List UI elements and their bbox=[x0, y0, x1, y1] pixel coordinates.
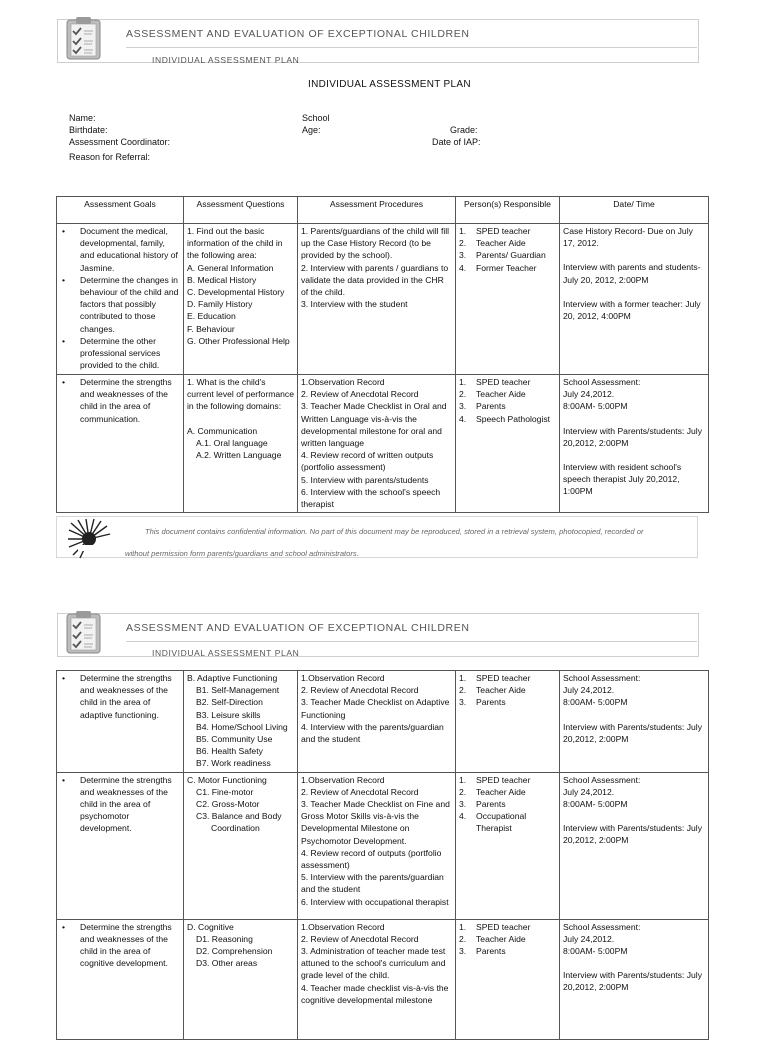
date-line: July 24,2012. bbox=[563, 685, 615, 696]
person-item: 3. Parents/ Guardian bbox=[459, 250, 546, 261]
table-row bbox=[57, 772, 709, 919]
procedures-cell bbox=[298, 919, 456, 1039]
goal-item: • Determine the strengths and weaknesses of the child in the area of psychomotor development. bbox=[60, 774, 180, 835]
date-line: Interview with Parents/students: July 20,2012, 2:00PM bbox=[563, 823, 702, 846]
info-birthdate-label: Birthdate: bbox=[69, 125, 108, 135]
person-item: 1. SPED teacher bbox=[459, 673, 531, 683]
date-line: 8:00AM- 5:00PM bbox=[563, 401, 628, 412]
question-line: A.2. Written Language bbox=[196, 450, 282, 461]
col-header-procedures: Assessment Procedures bbox=[298, 197, 456, 224]
question-line: G. Other Professional Help bbox=[187, 335, 290, 346]
procedure-line: 4. Review record of written outputs (portfolio assessment) bbox=[301, 450, 434, 473]
person-item: 1. SPED teacher bbox=[459, 226, 531, 236]
question-line: D3. Other areas bbox=[196, 958, 258, 969]
goal-item: • Determine the changes in behaviour of the child and factors that possibly contributed to those changes. bbox=[60, 274, 180, 335]
date-line: Interview with resident school's speech therapist July 20,2012, 1:00PM bbox=[563, 462, 682, 497]
question-line: B2. Self-Direction bbox=[196, 697, 263, 708]
col-header-goals: Assessment Goals bbox=[57, 197, 184, 224]
person-item: 3. Parents bbox=[459, 401, 506, 412]
question-line: F. Behaviour bbox=[187, 323, 235, 334]
col-header-persons: Person(s) Responsible bbox=[456, 197, 560, 224]
question-line: D2. Comprehension bbox=[196, 946, 273, 957]
person-item: 1. SPED teacher bbox=[459, 377, 531, 387]
procedure-line: 1. Parents/guardians of the child will fill up the Case History Record (to be provided by the school). bbox=[301, 226, 450, 261]
questions-cell bbox=[184, 772, 298, 919]
table-header-row bbox=[57, 197, 709, 224]
question-line: C2. Gross-Motor bbox=[196, 799, 260, 810]
goal-item: • Determine the strengths and weaknesses of the child in the area of adaptive functioning. bbox=[60, 672, 180, 721]
date-line: July 24,2012. bbox=[563, 786, 615, 797]
question-line: C3. Balance and Body bbox=[196, 811, 282, 822]
date-line: School Assessment: bbox=[563, 673, 641, 683]
date-line: School Assessment: bbox=[563, 377, 641, 387]
person-item: 2. Teacher Aide bbox=[459, 389, 526, 400]
question-line: B7. Work readiness bbox=[196, 758, 271, 769]
question-line: C. Motor Functioning bbox=[187, 774, 267, 785]
person-item: 1. SPED teacher bbox=[459, 774, 531, 785]
clipboard-checklist-icon bbox=[64, 15, 104, 61]
question-line: B5. Community Use bbox=[196, 734, 273, 745]
confidential-notice-line1: This document contains confidential information. No part of this document may be reproduced, stored in a retrieval system, photocopied, recorded or bbox=[145, 527, 644, 536]
date-line: 8:00AM- 5:00PM bbox=[563, 946, 628, 957]
person-item: 3. Parents bbox=[459, 946, 506, 957]
person-item: 2. Teacher Aide bbox=[459, 933, 526, 944]
assessment-plan-table-continued bbox=[56, 670, 709, 1040]
question-line: A. Communication bbox=[187, 425, 258, 436]
procedure-line: 4. Interview with the parents/guardian and the student bbox=[301, 721, 444, 745]
confidential-notice-line2: without permission form parents/guardians and school administrators. bbox=[125, 549, 359, 558]
questions-cell bbox=[184, 919, 298, 1039]
procedures-cell bbox=[298, 375, 456, 513]
procedures-cell bbox=[298, 671, 456, 773]
question-line: 1. Find out the basic information of the child in the following area: bbox=[187, 226, 283, 261]
questions-cell bbox=[184, 375, 298, 513]
procedure-line: 1.Observation Record bbox=[301, 774, 385, 785]
procedure-line: 5. Interview with parents/students bbox=[301, 474, 429, 485]
person-item: 4. Former Teacher bbox=[459, 262, 537, 273]
person-item: 2. Teacher Aide bbox=[459, 238, 526, 249]
info-date-of-iap-label: Date of IAP: bbox=[432, 137, 481, 147]
date-time-cell bbox=[560, 375, 709, 513]
procedure-line: 5. Interview with the parents/guardian and the student bbox=[301, 872, 444, 895]
date-time-cell bbox=[560, 671, 709, 773]
date-line: Interview with Parents/students: July 20,2012, 2:00PM bbox=[563, 721, 702, 744]
assessment-plan-table bbox=[56, 196, 709, 513]
persons-cell bbox=[456, 375, 560, 513]
header-title: ASSESSMENT AND EVALUATION OF EXCEPTIONAL CHILDREN bbox=[126, 622, 470, 634]
procedure-line: 1.Observation Record bbox=[301, 673, 385, 683]
procedure-line: 2. Review of Anecdotal Record bbox=[301, 933, 419, 944]
persons-cell bbox=[456, 772, 560, 919]
questions-cell bbox=[184, 224, 298, 375]
date-line: Interview with parents and students- July 20, 2012, 2:00PM bbox=[563, 262, 701, 285]
persons-cell bbox=[456, 671, 560, 773]
question-line: B3. Leisure skills bbox=[196, 709, 261, 720]
procedure-line: 2. Interview with parents / guardians to validate the data provided in the CHR of the child. bbox=[301, 262, 449, 298]
person-item: 3. Parents bbox=[459, 697, 506, 708]
sunburst-logo-icon bbox=[66, 517, 112, 559]
question-line: B1. Self-Management bbox=[196, 685, 280, 696]
table-row bbox=[57, 375, 709, 513]
procedure-line: 1.Observation Record bbox=[301, 921, 385, 932]
goals-cell bbox=[57, 772, 184, 919]
header-subtitle: INDIVIDUAL ASSESSMENT PLAN bbox=[152, 648, 300, 658]
table-row bbox=[57, 671, 709, 773]
question-line: Coordination bbox=[211, 823, 260, 834]
document-title: INDIVIDUAL ASSESSMENT PLAN bbox=[308, 79, 471, 90]
date-line: Case History Record- Due on July 17, 2012. bbox=[563, 226, 693, 249]
procedure-line: 2. Review of Anecdotal Record bbox=[301, 786, 419, 797]
questions-cell bbox=[184, 671, 298, 773]
date-line: 8:00AM- 5:00PM bbox=[563, 799, 628, 810]
date-line: Interview with Parents/students: July 20,2012, 2:00PM bbox=[563, 970, 702, 993]
header-divider bbox=[126, 641, 697, 642]
date-time-cell bbox=[560, 919, 709, 1039]
date-line: Interview with Parents/students: July 20,2012, 2:00PM bbox=[563, 425, 702, 448]
question-line: E. Education bbox=[187, 311, 236, 322]
table-row bbox=[57, 224, 709, 375]
date-line: July 24,2012. bbox=[563, 389, 615, 400]
person-item: 2. Teacher Aide bbox=[459, 685, 526, 696]
info-grade-label: Grade: bbox=[450, 125, 478, 135]
question-line: D. Family History bbox=[187, 299, 253, 310]
procedures-cell bbox=[298, 772, 456, 919]
question-line: D1. Reasoning bbox=[196, 933, 253, 944]
procedure-line: 4. Teacher made checklist vis-à-vis the cognitive developmental milestone bbox=[301, 982, 449, 1005]
person-item: 4. Speech Pathologist bbox=[459, 413, 551, 424]
info-reason-label: Reason for Referral: bbox=[69, 152, 151, 162]
header-subtitle: INDIVIDUAL ASSESSMENT PLAN bbox=[152, 55, 300, 65]
procedure-line: 3. Teacher Made Checklist in Oral and Written Language vis-à-vis the developmental milestone for oral and written language bbox=[301, 401, 447, 449]
procedure-line: 3. Administration of teacher made test attuned to the school's curriculum and grade level of the child. bbox=[301, 946, 446, 981]
date-line: Interview with a former teacher: July 20, 2012, 4:00PM bbox=[563, 298, 701, 322]
info-name-label: Name: bbox=[69, 113, 96, 123]
goals-cell bbox=[57, 375, 184, 513]
goals-cell bbox=[57, 671, 184, 773]
date-line: School Assessment: bbox=[563, 774, 641, 785]
col-header-questions: Assessment Questions bbox=[184, 197, 298, 224]
person-item: 4. Occupational Therapist bbox=[459, 811, 527, 834]
procedure-line: 2. Review of Anecdotal Record bbox=[301, 389, 419, 400]
info-coordinator-label: Assessment Coordinator: bbox=[69, 137, 171, 147]
person-item: 3. Parents bbox=[459, 799, 506, 810]
goal-item: • Determine the other professional services provided to the child. bbox=[60, 335, 180, 372]
clipboard-checklist-icon bbox=[64, 609, 104, 655]
date-time-cell bbox=[560, 772, 709, 919]
header-divider bbox=[126, 47, 697, 48]
info-school-label: School bbox=[302, 113, 330, 123]
question-line: A. General Information bbox=[187, 262, 274, 273]
info-age-label: Age: bbox=[302, 125, 321, 135]
question-line: C. Developmental History bbox=[187, 287, 285, 298]
col-header-date-time: Date/ Time bbox=[560, 197, 709, 224]
table-row bbox=[57, 919, 709, 1039]
date-line: July 24,2012. bbox=[563, 933, 615, 944]
person-item: 2. Teacher Aide bbox=[459, 786, 526, 797]
procedure-line: 3. Interview with the student bbox=[301, 299, 408, 310]
goal-item: • Document the medical, developmental, family, and educational history of Jasmine. bbox=[60, 225, 180, 274]
goals-cell bbox=[57, 224, 184, 375]
question-line: B4. Home/School Living bbox=[196, 721, 288, 732]
procedure-line: 6. Interview with occupational therapist bbox=[301, 896, 449, 907]
goal-item: • Determine the strengths and weaknesses of the child in the area of communication. bbox=[60, 376, 180, 425]
header-title: ASSESSMENT AND EVALUATION OF EXCEPTIONAL CHILDREN bbox=[126, 28, 470, 40]
question-line: C1. Fine-motor bbox=[196, 786, 254, 797]
date-line: School Assessment: bbox=[563, 921, 641, 932]
question-line: D. Cognitive bbox=[187, 921, 234, 932]
persons-cell bbox=[456, 919, 560, 1039]
question-line: A.1. Oral language bbox=[196, 437, 268, 448]
question-line: B6. Health Safety bbox=[196, 746, 263, 757]
procedure-line: 6. Interview with the school's speech therapist bbox=[301, 486, 441, 510]
goal-item: • Determine the strengths and weaknesses of the child in the area of cognitive development. bbox=[60, 921, 180, 970]
procedure-line: 4. Review record of outputs (portfolio assessment) bbox=[301, 847, 442, 871]
procedure-line: 3. Teacher Made Checklist on Fine and Gross Motor Skills vis-à-vis the Developmental Milestone on Psychomotor Development. bbox=[301, 799, 450, 846]
procedure-line: 2. Review of Anecdotal Record bbox=[301, 685, 419, 696]
procedures-cell bbox=[298, 224, 456, 375]
persons-cell bbox=[456, 224, 560, 375]
date-time-cell bbox=[560, 224, 709, 375]
person-item: 1. SPED teacher bbox=[459, 921, 531, 932]
date-line: 8:00AM- 5:00PM bbox=[563, 697, 628, 708]
question-line: 1. What is the child's current level of performance in the following domains: bbox=[187, 377, 294, 412]
question-line: B. Adaptive Functioning bbox=[187, 673, 278, 683]
procedure-line: 1.Observation Record bbox=[301, 377, 385, 387]
question-line: B. Medical History bbox=[187, 274, 257, 285]
procedure-line: 3. Teacher Made Checklist on Adaptive Functioning bbox=[301, 697, 450, 720]
goals-cell bbox=[57, 919, 184, 1039]
